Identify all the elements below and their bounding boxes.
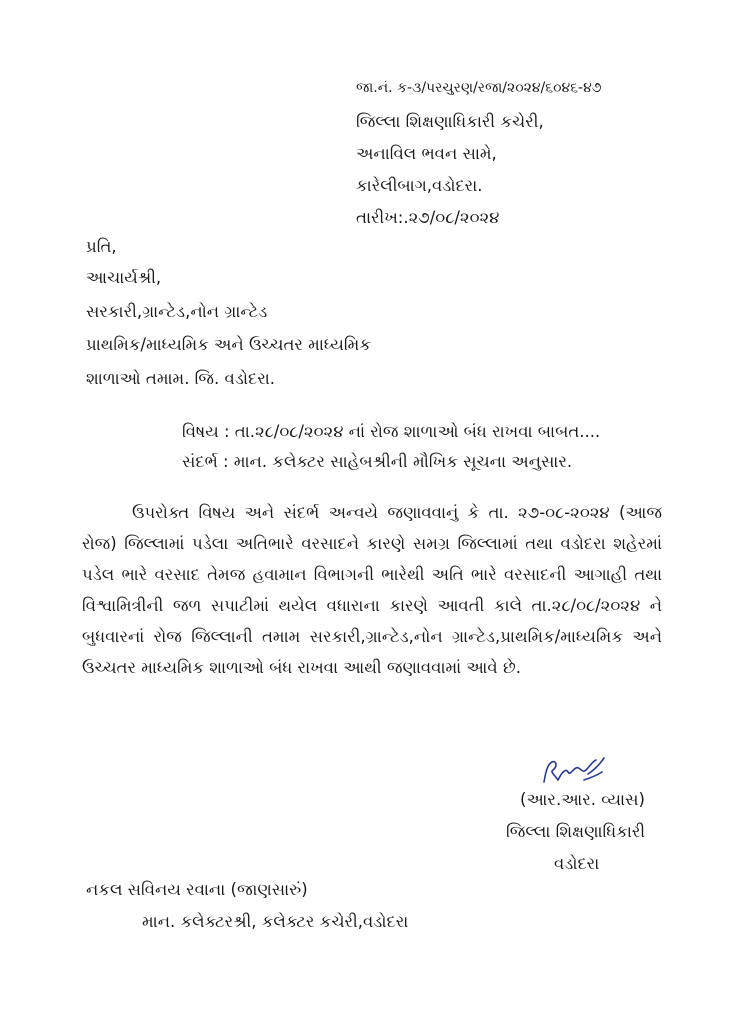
signatory-place: વડોદરા (554, 854, 600, 873)
reference-line: સંદર્ભ : માન. કલેક્ટર સાહેબશ્રીની મૌખિક સૂચના અનુસાર. (182, 452, 573, 471)
body-paragraph: ઉપરોક્ત વિષય અને સંદર્ભ અન્વયે જણાવવાનું કે તા. ૨૭-૦૮-૨૦૨૪ (આજ રોજ) જિલ્લામાં પડેલા અતિભારે વરસાદને કારણે સમગ્ર જિલ્લામાં તથા વડોદરા શહેરમાં પડેલ ભારે વરસાદ તેમજ હવામાન વિભાગની ભારેથી અતિ ભારે વરસાદની આગાહી તથા વિશ્વામિત્રીની જળ સપાટીમાં થયેલ વધારાના કારણે આવતી કાલે તા.૨૮/૦૮/૨૦૨૪ ને બુધવારનાં રોજ જિલ્લાની તમામ સરકારી,ગ્રાન્ટેડ,નોન ગ્રાન્ટેડ,પ્રાથમિક/માધ્યમિક અને ઉચ્ચતર માધ્યમિક શાળાઓ બંધ રાખવા આથી જણાવવામાં આવે છે. (82, 503, 662, 677)
signatory-designation: જિલ્લા શિક્ષણાધિકારી (506, 822, 646, 841)
signatory-name: (આર.આર. વ્યાસ) (520, 790, 645, 809)
copy-heading: નકલ સવિનય રવાના (જાણસારું) (86, 880, 308, 899)
recipient-title: આચાર્યશ્રી, (86, 268, 162, 287)
office-name: જિલ્લા શિક્ષણાધિકારી કચેરી, (356, 112, 544, 131)
recipient-to: પ્રતિ, (86, 237, 117, 256)
recipient-line-3: શાળાઓ તમામ. જિ. વડોદરા. (86, 369, 276, 388)
copy-recipient: માન. કલેક્ટરશ્રી, કલેક્ટર કચેરી,વડોદરા (142, 912, 409, 931)
office-address-line-2: કારેલીબાગ,વડોદરા. (356, 176, 483, 195)
letter-date: તારીખ:.૨૭/૦૮/૨૦૨૪ (356, 208, 500, 227)
signature-image (538, 752, 610, 792)
subject-line: વિષય : તા.૨૮/૦૮/૨૦૨૪ નાં રોજ શાળાઓ બંધ રાખવા બાબત.... (182, 422, 601, 441)
reference-number: જા.નં. ક-૩/પરચુરણ/રજા/૨૦૨૪/૬૦૪૬-૪૭ (356, 80, 602, 96)
office-address-line-1: અનાવિલ ભવન સામે, (356, 144, 497, 163)
recipient-line-2: પ્રાથમિક/માધ્યમિક અને ઉચ્ચતર માધ્યમિક (86, 335, 371, 354)
recipient-line-1: સરકારી,ગ્રાન્ટેડ,નોન ગ્રાન્ટેડ (86, 302, 268, 321)
